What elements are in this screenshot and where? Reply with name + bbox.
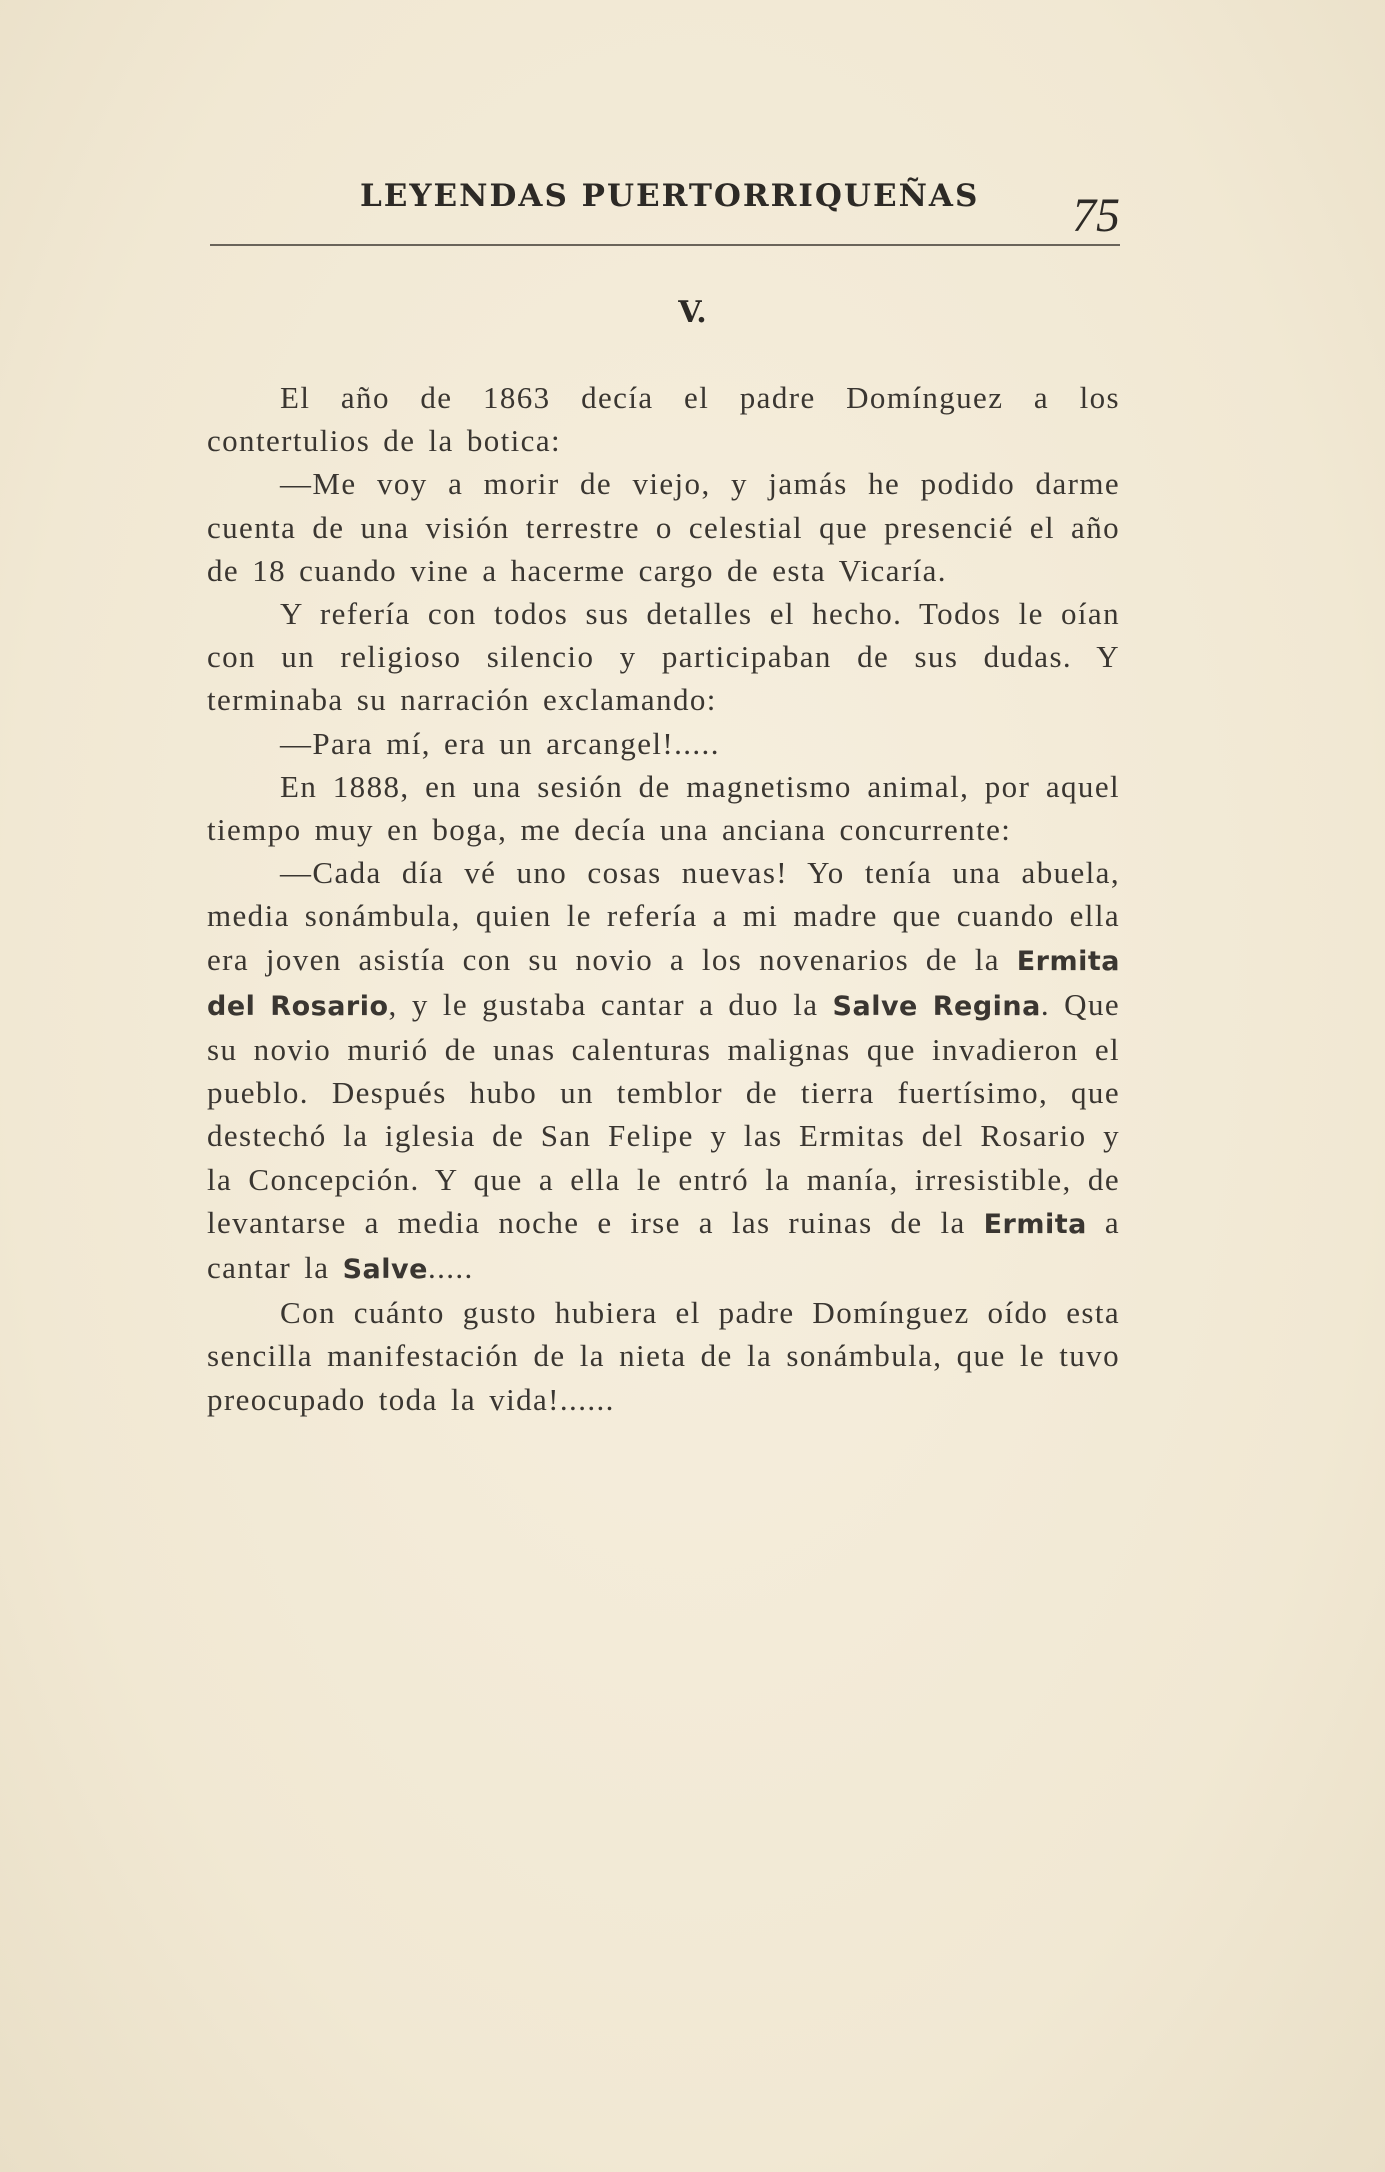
bold-phrase: Salve	[342, 1254, 428, 1286]
paragraph	[207, 1291, 1120, 1421]
header-rule	[210, 244, 1120, 246]
bold-phrase: Salve Regina	[832, 990, 1041, 1022]
bold-phrase: Ermita	[983, 1208, 1087, 1240]
text-segment: —Me voy a morir de viejo, y jamás he podido darme cuenta de una visión terrestre o celestial que presencié el año de 18 cuando vine a hacerme cargo de esta Vicaría.	[207, 466, 1120, 588]
running-head	[210, 168, 1120, 248]
running-head-title: LEYENDAS PUERTORRIQUEÑAS	[360, 178, 980, 214]
text-segment: En 1888, en una sesión de magnetismo animal, por aquel tiempo muy en boga, me decía una anciana concurrente:	[207, 768, 1120, 848]
paragraph	[207, 722, 1120, 765]
text-segment: —Cada día vé uno cosas nuevas! Yo tenía una abuela, media sonámbula, quien le refería a mi madre que cuando ella era joven asistía con su novio a los novenarios de la	[207, 855, 1120, 977]
text-segment: Y refería con todos sus detalles el hecho. Todos le oían con un religioso silencio y participaban de sus dudas. Y terminaba su narración exclamando:	[207, 596, 1120, 718]
text-segment: . Que su novio murió de unas calenturas malignas que invadieron el pueblo. Después hubo un temblor de tierra fuertísimo, que destechó la iglesia de San Felipe y las Ermitas del Rosario y la Concepción. Y que a ella le entró la manía, irresistible, de levantarse a media noche e irse a las ruinas de la	[207, 986, 1121, 1240]
paragraph	[207, 765, 1120, 851]
paragraph	[207, 592, 1120, 722]
text-segment: , y le gustaba cantar a duo la	[388, 986, 833, 1022]
section-number: V.	[678, 295, 707, 330]
paragraph	[207, 462, 1120, 592]
text-segment: Con cuánto gusto hubiera el padre Domínguez oído esta sencilla manifestación de la nieta de la sonámbula, que le tuvo preocupado toda la vida!......	[207, 1295, 1120, 1417]
text-segment: El año de 1863 decía el padre Domínguez a los contertulios de la botica:	[207, 380, 1120, 459]
body-text	[207, 376, 1120, 1421]
paragraph	[207, 851, 1120, 1291]
page-number: 75	[1072, 189, 1120, 242]
text-segment: .....	[427, 1250, 474, 1286]
paragraph	[207, 376, 1120, 462]
text-segment: —Para mí, era un arcangel!.....	[280, 725, 720, 761]
bold-phrase: Ermita del Rosario	[207, 945, 1120, 1022]
text-segment: a cantar la	[207, 1204, 1120, 1286]
